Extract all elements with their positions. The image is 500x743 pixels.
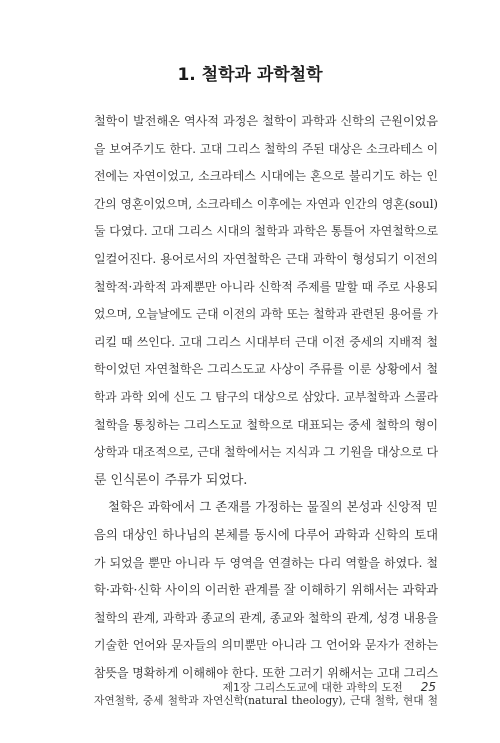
- section-heading: 1. 철학과 과학철학: [177, 65, 323, 85]
- page-footer: [222, 679, 436, 695]
- text-line: 을 보여주기도 한다. 고대 그리스 철학의 주된 대상은 소크라테스 이: [94, 141, 438, 156]
- text-line: 학과 과학 외에 신도 그 탐구의 대상으로 삼았다. 교부철학과 스콜라: [94, 389, 438, 404]
- running-footer-chapter: 제1장 그리스도교에 대한 과학의 도전: [222, 681, 403, 694]
- page-number: 25: [420, 680, 436, 694]
- text-line: 자연철학, 중세 철학과 자연신학(natural theology), 근대 철학, 현대 철: [94, 694, 438, 708]
- text-line: 학이었던 자연철학은 그리스도교 사상이 주류를 이룬 상황에서 철: [94, 362, 438, 377]
- text-line: 철학을 통칭하는 그리스도교 철학으로 대표되는 중세 철학의 형이: [94, 417, 438, 432]
- text-line: 철학은 과학에서 그 존재를 가정하는 물질의 본성과 신앙적 믿: [108, 500, 438, 515]
- body-text: [94, 108, 438, 715]
- text-line: 기술한 언어와 문자들의 의미뿐만 아니라 그 언어와 문자가 전하는: [94, 638, 438, 653]
- text-line: 철학의 관계, 과학과 종교의 관계, 종교와 철학의 관계, 성경 내용을: [94, 610, 439, 625]
- text-line: 학·과학·신학 사이의 이러한 관계를 잘 이해하기 위해서는 과학과: [94, 583, 439, 598]
- text-line: 룬 인식론이 주류가 되었다.: [94, 472, 248, 488]
- text-line: 참뜻을 명확하게 이해해야 한다. 또한 그러기 위해서는 고대 그리스: [94, 665, 439, 680]
- text-line: 었으며, 오늘날에도 근대 이전의 과학 또는 철학과 관련된 용어를 가: [94, 307, 438, 322]
- text-line: 전에는 자연이었고, 소크라테스 시대에는 혼으로 불리기도 하는 인: [94, 169, 438, 184]
- text-line: 리킬 때 쓰인다. 고대 그리스 시대부터 근대 이전 중세의 지배적 철: [94, 334, 438, 349]
- text-line: 일컬어진다. 용어로서의 자연철학은 근대 과학이 형성되기 이전의: [94, 251, 438, 266]
- text-line: 철학적·과학적 과제뿐만 아니라 신학적 주제를 말할 때 주로 사용되: [94, 279, 439, 294]
- text-line: 음의 대상인 하나님의 본체를 동시에 다루어 과학과 신학의 토대: [94, 527, 438, 542]
- text-line: 상학과 대조적으로, 근대 철학에서는 지식과 그 기원을 대상으로 다: [94, 445, 439, 460]
- text-line: 가 되었을 뿐만 아니라 두 영역을 연결하는 다리 역할을 하였다. 철: [94, 555, 438, 570]
- text-line: 둘 다였다. 고대 그리스 시대의 철학과 과학은 통틀어 자연철학으로: [94, 224, 439, 239]
- text-line: 간의 영혼이었으며, 소크라테스 이후에는 자연과 인간의 영혼(soul): [94, 196, 438, 211]
- text-line: 철학이 발전해온 역사적 과정은 철학이 과학과 신학의 근원이었음: [94, 114, 438, 128]
